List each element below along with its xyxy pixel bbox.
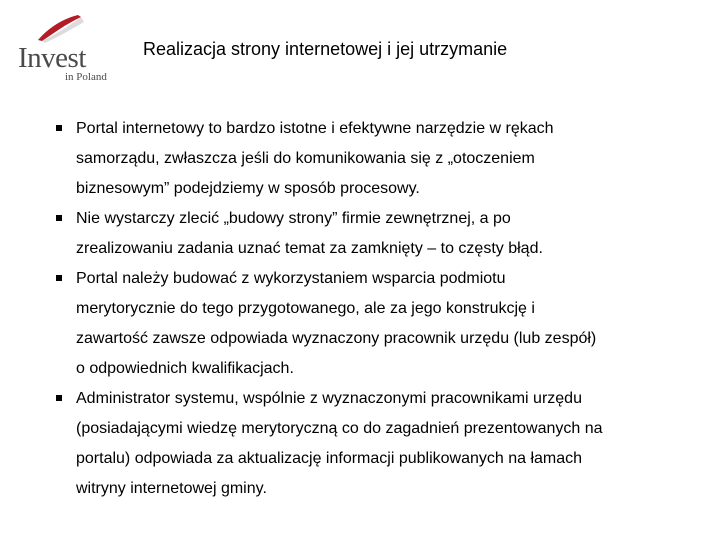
bullet-line: zawartość zawsze odpowiada wyznaczony pracownik urzędu (lub zespół) — [76, 330, 597, 347]
logo-wordmark: Invest — [18, 42, 86, 74]
slide-title: Realizacja strony internetowej i jej utrzymanie — [143, 39, 508, 59]
bullet-line: Portal należy budować z wykorzystaniem wsparcia podmiotu — [76, 270, 506, 287]
bullet-line: Portal internetowy to bardzo istotne i efektywne narzędzie w rękach — [76, 120, 554, 137]
bullet-item — [54, 264, 694, 384]
bullet-item — [54, 114, 694, 204]
bullet-line: samorządu, zwłaszcza jeśli do komunikowania się z „otoczeniem — [76, 150, 535, 167]
bullet-square-icon — [56, 275, 62, 281]
logo-subtitle: in Poland — [65, 71, 107, 83]
invest-in-poland-logo — [12, 10, 107, 85]
bullet-square-icon — [56, 215, 62, 221]
bullet-item — [54, 384, 694, 504]
bullet-line: o odpowiednich kwalifikacjach. — [76, 360, 294, 377]
bullet-line: portalu) odpowiada za aktualizację informacji publikowanych na łamach — [76, 450, 583, 467]
bullet-square-icon — [56, 125, 62, 131]
bullet-list — [54, 114, 694, 504]
bullet-line: (posiadającymi wiedzę merytoryczną co do zagadnień prezentowanych na — [76, 420, 603, 437]
bullet-line: Nie wystarczy zlecić „budowy strony” firmie zewnętrznej, a po — [76, 210, 511, 227]
bullet-line: biznesowym” podejdziemy w sposób procesowy. — [76, 180, 420, 197]
bullet-line: zrealizowaniu zadania uznać temat za zamknięty – to częsty błąd. — [76, 240, 543, 257]
bullet-square-icon — [56, 395, 62, 401]
bullet-item — [54, 204, 694, 264]
bullet-line: witryny internetowej gminy. — [76, 480, 267, 497]
bullet-line: Administrator systemu, wspólnie z wyznaczonymi pracownikami urzędu — [76, 390, 582, 407]
bullet-line: merytorycznie do tego przygotowanego, ale za jego konstrukcję i — [76, 300, 535, 317]
